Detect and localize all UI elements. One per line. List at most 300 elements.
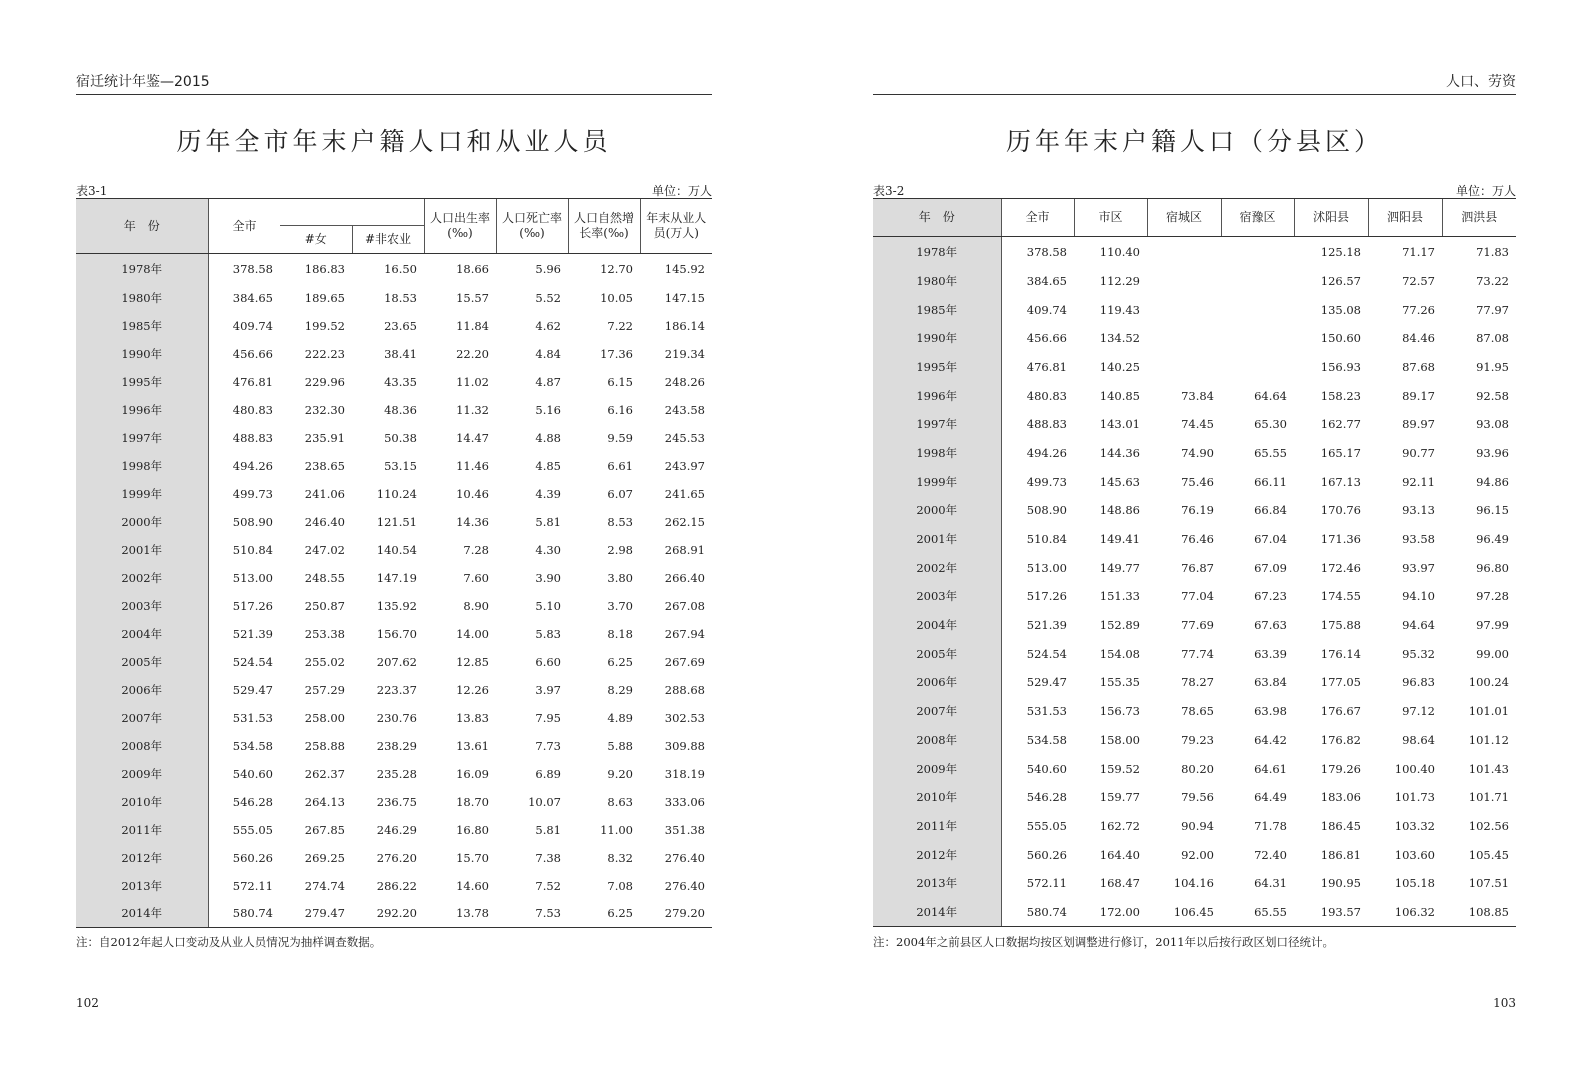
value-cell: 8.90: [463, 598, 489, 613]
value-cell: 162.77: [1320, 417, 1361, 432]
right-data-table: [873, 198, 1516, 927]
value-cell: 14.36: [456, 514, 489, 529]
table-row: [873, 410, 1516, 439]
year-cell: 2000年: [76, 508, 208, 536]
value-cell: 64.64: [1254, 388, 1287, 403]
value-cell: 149.77: [1099, 560, 1140, 575]
value-cell: 546.28: [232, 794, 273, 809]
value-cell: 176.14: [1320, 646, 1361, 661]
value-cell: 309.88: [664, 738, 705, 753]
value-cell: 145.92: [664, 261, 705, 276]
year-cell: 1997年: [76, 424, 208, 452]
table-row: [76, 564, 712, 592]
header-region: 沭阳县: [1294, 199, 1368, 237]
year-cell: 1985年: [873, 295, 1001, 324]
value-cell: 148.86: [1099, 503, 1140, 518]
value-cell: 4.88: [535, 430, 561, 445]
value-cell: 96.49: [1476, 532, 1509, 547]
header-total-subgroup: [280, 199, 424, 226]
value-cell: 92.11: [1402, 474, 1435, 489]
value-cell: 7.60: [463, 570, 489, 585]
table-row: [873, 439, 1516, 468]
header-employed: 年末从业人员(万人): [640, 199, 712, 254]
value-cell: 534.58: [1026, 732, 1067, 747]
year-cell: 2010年: [873, 783, 1001, 812]
value-cell: 378.58: [232, 261, 273, 276]
table-row: [873, 496, 1516, 525]
value-cell: 5.10: [535, 598, 561, 613]
table-row: [76, 536, 712, 564]
value-cell: 112.29: [1099, 273, 1140, 288]
value-cell: 258.00: [304, 710, 345, 725]
header-birth-rate: 人口出生率(‰): [424, 199, 496, 254]
year-cell: 2003年: [873, 582, 1001, 611]
value-cell: 93.13: [1402, 503, 1435, 518]
value-cell: 71.17: [1402, 244, 1435, 259]
left-table-meta: [76, 182, 712, 198]
value-cell: 222.23: [304, 346, 345, 361]
value-cell: 103.60: [1394, 847, 1435, 862]
table-row: [76, 844, 712, 872]
value-cell: 6.61: [607, 458, 633, 473]
value-cell: 8.29: [607, 682, 633, 697]
value-cell: 126.57: [1320, 273, 1361, 288]
value-cell: 92.58: [1476, 388, 1509, 403]
value-cell: 65.55: [1254, 445, 1287, 460]
table-row: [76, 676, 712, 704]
table-row: [76, 648, 712, 676]
value-cell: 140.25: [1099, 359, 1140, 374]
value-cell: 89.97: [1402, 417, 1435, 432]
value-cell: 292.20: [352, 900, 424, 928]
value-cell: 149.41: [1099, 532, 1140, 547]
value-cell: 6.07: [607, 486, 633, 501]
value-cell: 16.80: [456, 822, 489, 837]
value-cell: 524.54: [1026, 646, 1067, 661]
table-row: [873, 611, 1516, 640]
table-row: [873, 467, 1516, 496]
year-cell: 2009年: [873, 754, 1001, 783]
value-cell: 77.04: [1181, 589, 1214, 604]
value-cell: 508.90: [232, 514, 273, 529]
value-cell: 172.46: [1320, 560, 1361, 575]
year-cell: 2004年: [76, 620, 208, 648]
value-cell: 255.02: [304, 654, 345, 669]
year-cell: 1990年: [76, 340, 208, 368]
year-cell: 2005年: [76, 648, 208, 676]
value-cell: 494.26: [1026, 445, 1067, 460]
value-cell: 93.08: [1476, 417, 1509, 432]
table-row: [873, 812, 1516, 841]
value-cell: 97.99: [1476, 618, 1509, 633]
value-cell: 8.53: [607, 514, 633, 529]
value-cell: 63.98: [1254, 704, 1287, 719]
value-cell: 38.41: [384, 346, 417, 361]
value-cell: [1147, 353, 1221, 382]
value-cell: 11.46: [456, 458, 489, 473]
value-cell: 179.26: [1320, 761, 1361, 776]
value-cell: 476.81: [232, 374, 273, 389]
value-cell: 12.85: [456, 654, 489, 669]
value-cell: 89.17: [1402, 388, 1435, 403]
table-row: [76, 788, 712, 816]
year-cell: 1996年: [873, 381, 1001, 410]
header-region: 宿城区: [1147, 199, 1221, 237]
table-row: [873, 697, 1516, 726]
value-cell: 9.20: [607, 766, 633, 781]
value-cell: 105.18: [1394, 876, 1435, 891]
header-natural-growth: 人口自然增长率(‰): [568, 199, 640, 254]
value-cell: 279.20: [640, 900, 712, 928]
value-cell: 77.97: [1476, 302, 1509, 317]
table-row: [873, 353, 1516, 382]
value-cell: 144.36: [1099, 445, 1140, 460]
right-table-unit: 单位：万人: [1455, 184, 1516, 198]
value-cell: 572.11: [1026, 876, 1067, 891]
value-cell: 267.85: [304, 822, 345, 837]
value-cell: 517.26: [232, 598, 273, 613]
header-region: 全市: [1001, 199, 1074, 237]
value-cell: 96.15: [1476, 503, 1509, 518]
value-cell: 159.77: [1099, 790, 1140, 805]
year-cell: 1980年: [873, 267, 1001, 296]
year-cell: 2002年: [76, 564, 208, 592]
value-cell: 14.00: [456, 626, 489, 641]
value-cell: 241.06: [304, 486, 345, 501]
value-cell: 64.49: [1254, 790, 1287, 805]
year-cell: 1996年: [76, 396, 208, 424]
value-cell: 73.84: [1181, 388, 1214, 403]
value-cell: 580.74: [1001, 898, 1074, 927]
value-cell: 5.52: [535, 290, 561, 305]
year-cell: 1980年: [76, 284, 208, 312]
value-cell: 476.81: [1026, 359, 1067, 374]
value-cell: 12.26: [456, 682, 489, 697]
table-row: [76, 368, 712, 396]
value-cell: 13.78: [424, 900, 496, 928]
value-cell: 560.26: [232, 850, 273, 865]
value-cell: 170.76: [1320, 503, 1361, 518]
value-cell: 266.40: [664, 570, 705, 585]
value-cell: 121.51: [376, 514, 417, 529]
value-cell: 65.55: [1221, 898, 1294, 927]
value-cell: [1147, 324, 1221, 353]
value-cell: 64.61: [1254, 761, 1287, 776]
value-cell: 6.16: [607, 402, 633, 417]
value-cell: 119.43: [1099, 302, 1140, 317]
table-row: [873, 754, 1516, 783]
value-cell: 158.00: [1099, 732, 1140, 747]
value-cell: 64.42: [1254, 732, 1287, 747]
header-nonagri: #非农业: [352, 226, 424, 254]
value-cell: 15.57: [456, 290, 489, 305]
value-cell: 351.38: [664, 822, 705, 837]
table-row: [76, 340, 712, 368]
right-page-number: 103: [1493, 996, 1516, 1010]
value-cell: 165.17: [1320, 445, 1361, 460]
table-row: [873, 840, 1516, 869]
value-cell: 456.66: [232, 346, 273, 361]
value-cell: 66.11: [1254, 474, 1287, 489]
value-cell: 521.39: [1026, 618, 1067, 633]
table-row: [76, 254, 712, 284]
year-cell: 2013年: [873, 869, 1001, 898]
value-cell: 207.62: [376, 654, 417, 669]
value-cell: 101.73: [1394, 790, 1435, 805]
value-cell: 384.65: [1026, 273, 1067, 288]
value-cell: 6.15: [607, 374, 633, 389]
value-cell: 186.83: [304, 261, 345, 276]
value-cell: 78.65: [1181, 704, 1214, 719]
value-cell: 63.84: [1254, 675, 1287, 690]
value-cell: 143.01: [1099, 417, 1140, 432]
value-cell: 79.23: [1181, 732, 1214, 747]
value-cell: 135.08: [1320, 302, 1361, 317]
value-cell: 93.58: [1402, 532, 1435, 547]
year-cell: 1998年: [873, 439, 1001, 468]
value-cell: 97.28: [1476, 589, 1509, 604]
value-cell: 103.32: [1394, 818, 1435, 833]
value-cell: 264.13: [304, 794, 345, 809]
year-cell: 1978年: [76, 254, 208, 284]
value-cell: 105.45: [1468, 847, 1509, 862]
value-cell: 176.82: [1320, 732, 1361, 747]
value-cell: 66.84: [1254, 503, 1287, 518]
table-row: [873, 639, 1516, 668]
value-cell: 102.56: [1468, 818, 1509, 833]
year-cell: 2001年: [76, 536, 208, 564]
table-row: [76, 396, 712, 424]
value-cell: 43.35: [384, 374, 417, 389]
value-cell: 74.90: [1181, 445, 1214, 460]
value-cell: 100.40: [1394, 761, 1435, 776]
value-cell: 12.70: [600, 261, 633, 276]
year-cell: 2011年: [873, 812, 1001, 841]
year-cell: 2006年: [873, 668, 1001, 697]
value-cell: 101.12: [1468, 732, 1509, 747]
value-cell: 76.87: [1181, 560, 1214, 575]
value-cell: 150.60: [1320, 331, 1361, 346]
value-cell: 98.64: [1402, 732, 1435, 747]
value-cell: 253.38: [304, 626, 345, 641]
year-cell: 1999年: [873, 467, 1001, 496]
year-cell: 2005年: [873, 639, 1001, 668]
value-cell: 97.12: [1402, 704, 1435, 719]
value-cell: 508.90: [1026, 503, 1067, 518]
value-cell: 238.65: [304, 458, 345, 473]
value-cell: 276.20: [376, 850, 417, 865]
value-cell: 5.88: [607, 738, 633, 753]
value-cell: 555.05: [232, 822, 273, 837]
value-cell: 246.40: [304, 514, 345, 529]
value-cell: 534.58: [232, 738, 273, 753]
value-cell: 4.85: [535, 458, 561, 473]
value-cell: 235.28: [376, 766, 417, 781]
year-cell: 2008年: [873, 726, 1001, 755]
value-cell: 48.36: [384, 402, 417, 417]
value-cell: 268.91: [664, 542, 705, 557]
value-cell: 193.57: [1294, 898, 1368, 927]
value-cell: 302.53: [664, 710, 705, 725]
value-cell: 77.74: [1181, 646, 1214, 661]
value-cell: 96.80: [1476, 560, 1509, 575]
value-cell: 560.26: [1026, 847, 1067, 862]
value-cell: 17.36: [600, 346, 633, 361]
value-cell: 100.24: [1468, 675, 1509, 690]
value-cell: 154.08: [1099, 646, 1140, 661]
value-cell: 513.00: [232, 570, 273, 585]
value-cell: 134.52: [1099, 331, 1140, 346]
value-cell: 99.00: [1476, 646, 1509, 661]
year-cell: 1978年: [873, 237, 1001, 267]
left-footnote: 注：自2012年起人口变动及从业人员情况为抽样调查数据。: [76, 935, 382, 949]
left-table-title: 历年全市年末户籍人口和从业人员: [176, 127, 612, 156]
year-cell: 2003年: [76, 592, 208, 620]
value-cell: 11.02: [456, 374, 489, 389]
table-row: [76, 900, 712, 928]
value-cell: 94.64: [1402, 618, 1435, 633]
value-cell: 110.40: [1099, 244, 1140, 259]
year-cell: 1990年: [873, 324, 1001, 353]
value-cell: 9.59: [607, 430, 633, 445]
value-cell: 286.22: [376, 878, 417, 893]
value-cell: 243.58: [664, 402, 705, 417]
value-cell: 77.26: [1402, 302, 1435, 317]
value-cell: 276.40: [664, 878, 705, 893]
value-cell: 11.32: [456, 402, 489, 417]
value-cell: 262.37: [304, 766, 345, 781]
value-cell: 183.06: [1320, 790, 1361, 805]
value-cell: 4.39: [535, 486, 561, 501]
value-cell: 73.22: [1476, 273, 1509, 288]
value-cell: 241.65: [664, 486, 705, 501]
value-cell: 250.87: [304, 598, 345, 613]
value-cell: 155.35: [1099, 675, 1140, 690]
value-cell: 101.71: [1468, 790, 1509, 805]
value-cell: 94.10: [1402, 589, 1435, 604]
table-row: [76, 592, 712, 620]
value-cell: 5.81: [535, 822, 561, 837]
value-cell: 246.29: [376, 822, 417, 837]
value-cell: 87.68: [1402, 359, 1435, 374]
value-cell: 8.32: [607, 850, 633, 865]
value-cell: 106.45: [1147, 898, 1221, 927]
value-cell: 333.06: [664, 794, 705, 809]
value-cell: 186.45: [1320, 818, 1361, 833]
value-cell: 16.50: [384, 261, 417, 276]
value-cell: 3.70: [607, 598, 633, 613]
table-row: [76, 312, 712, 340]
value-cell: [1221, 267, 1294, 296]
value-cell: 156.93: [1320, 359, 1361, 374]
value-cell: 7.08: [607, 878, 633, 893]
value-cell: 7.95: [535, 710, 561, 725]
value-cell: 108.85: [1442, 898, 1516, 927]
value-cell: 18.53: [384, 290, 417, 305]
value-cell: 172.00: [1074, 898, 1147, 927]
value-cell: [1221, 324, 1294, 353]
value-cell: 219.34: [664, 346, 705, 361]
value-cell: 90.77: [1402, 445, 1435, 460]
value-cell: 168.47: [1099, 876, 1140, 891]
value-cell: 167.13: [1320, 474, 1361, 489]
value-cell: 140.54: [376, 542, 417, 557]
value-cell: 6.25: [607, 654, 633, 669]
year-cell: 2014年: [76, 900, 208, 928]
value-cell: 243.97: [664, 458, 705, 473]
value-cell: 75.46: [1181, 474, 1214, 489]
table-row: [76, 620, 712, 648]
value-cell: 378.58: [1026, 244, 1067, 259]
value-cell: 64.31: [1254, 876, 1287, 891]
value-cell: 274.74: [304, 878, 345, 893]
value-cell: 524.54: [232, 654, 273, 669]
value-cell: 140.85: [1099, 388, 1140, 403]
value-cell: 480.83: [1026, 388, 1067, 403]
value-cell: [1147, 267, 1221, 296]
value-cell: 546.28: [1026, 790, 1067, 805]
left-table-number: 表3-1: [76, 184, 108, 198]
value-cell: [1147, 237, 1221, 267]
header-female: #女: [280, 226, 352, 254]
value-cell: 176.67: [1320, 704, 1361, 719]
year-cell: 2010年: [76, 788, 208, 816]
value-cell: 162.72: [1099, 818, 1140, 833]
value-cell: 499.73: [1026, 474, 1067, 489]
value-cell: 77.69: [1181, 618, 1214, 633]
value-cell: 177.05: [1320, 675, 1361, 690]
value-cell: 63.39: [1254, 646, 1287, 661]
table-row: [76, 704, 712, 732]
value-cell: 14.47: [456, 430, 489, 445]
year-cell: 1995年: [76, 368, 208, 396]
value-cell: 247.02: [304, 542, 345, 557]
value-cell: 510.84: [1026, 532, 1067, 547]
value-cell: 230.76: [376, 710, 417, 725]
value-cell: 65.30: [1254, 417, 1287, 432]
value-cell: 510.84: [232, 542, 273, 557]
value-cell: 78.27: [1181, 675, 1214, 690]
value-cell: 7.53: [496, 900, 568, 928]
value-cell: 11.84: [456, 318, 489, 333]
value-cell: 174.55: [1320, 589, 1361, 604]
value-cell: 13.61: [456, 738, 489, 753]
value-cell: 494.26: [232, 458, 273, 473]
value-cell: [1221, 353, 1294, 382]
value-cell: 147.15: [664, 290, 705, 305]
value-cell: 190.95: [1320, 876, 1361, 891]
table-row: [873, 783, 1516, 812]
left-page: [76, 0, 712, 1077]
value-cell: 3.90: [535, 570, 561, 585]
value-cell: 199.52: [304, 318, 345, 333]
value-cell: 529.47: [1026, 675, 1067, 690]
value-cell: 10.05: [600, 290, 633, 305]
value-cell: 15.70: [456, 850, 489, 865]
value-cell: 540.60: [1026, 761, 1067, 776]
value-cell: 11.00: [600, 822, 633, 837]
value-cell: 156.70: [376, 626, 417, 641]
value-cell: 248.26: [664, 374, 705, 389]
value-cell: 4.30: [535, 542, 561, 557]
right-table-body: [873, 237, 1516, 927]
right-table-number: 表3-2: [873, 184, 905, 198]
value-cell: 175.88: [1320, 618, 1361, 633]
value-cell: 521.39: [232, 626, 273, 641]
right-running-head: [873, 74, 1516, 95]
value-cell: 80.20: [1181, 761, 1214, 776]
value-cell: 236.75: [376, 794, 417, 809]
